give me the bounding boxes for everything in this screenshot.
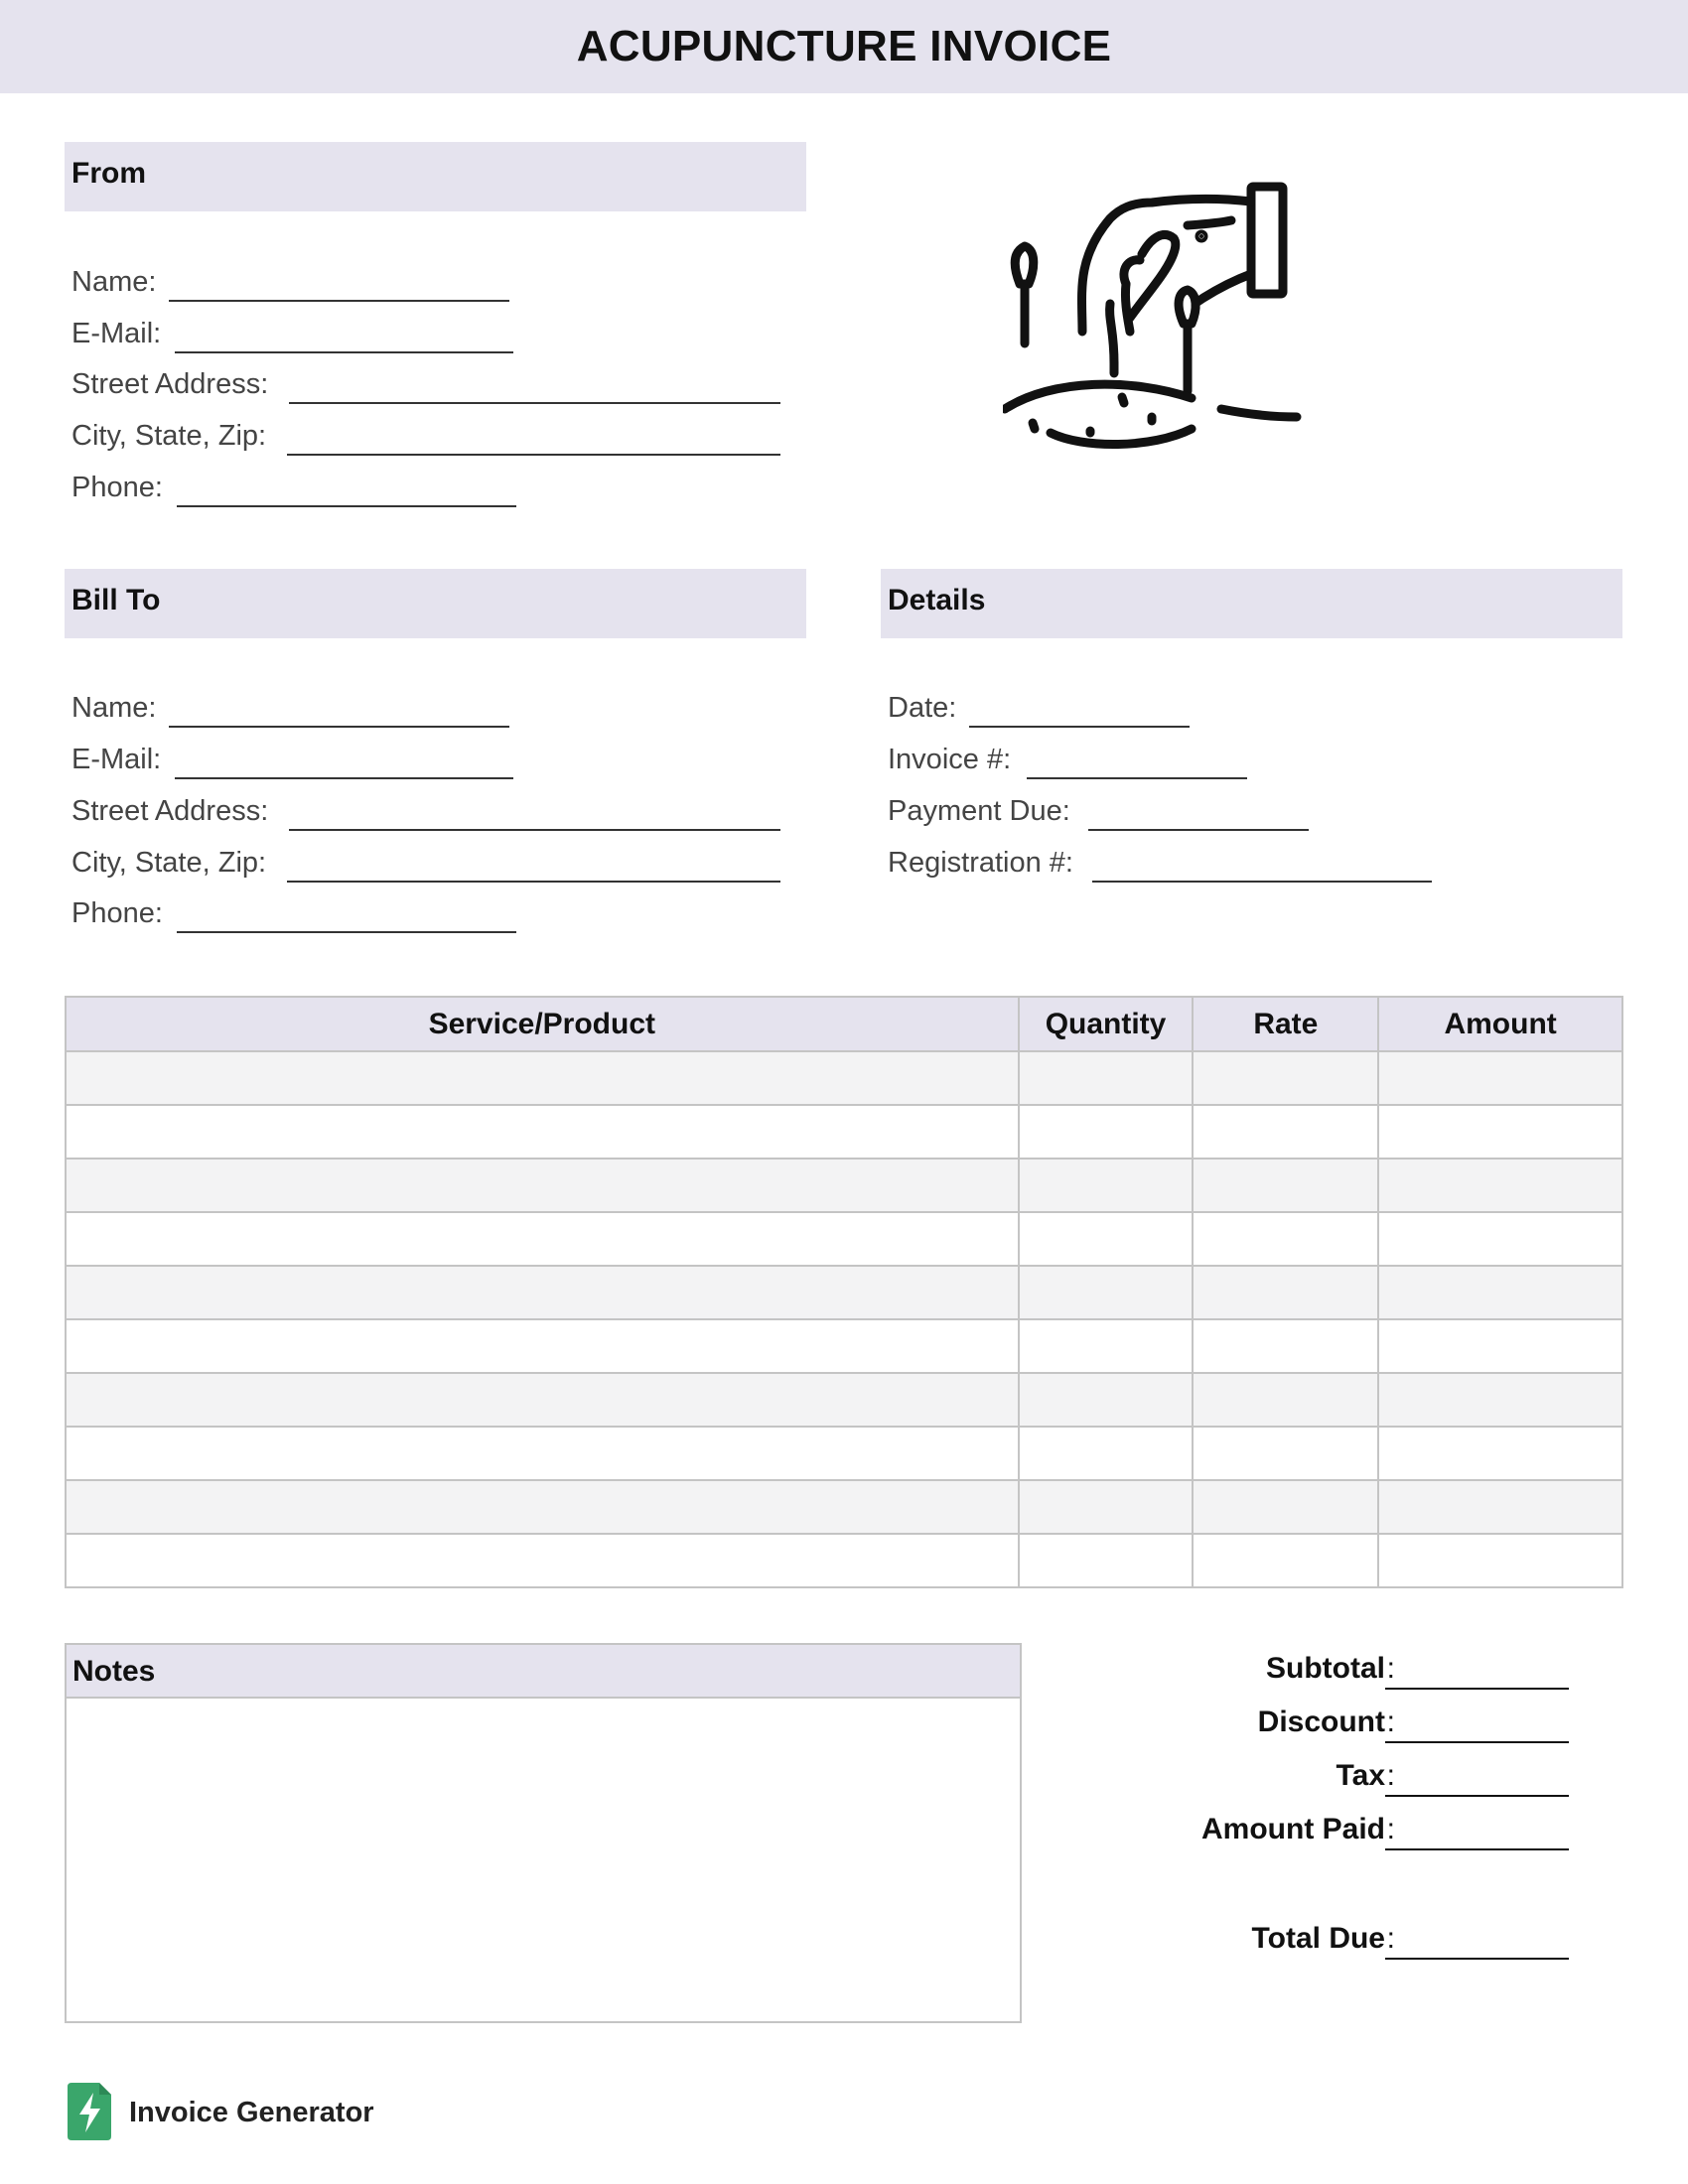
service-cell[interactable] xyxy=(66,1373,1019,1427)
quantity-cell[interactable] xyxy=(1019,1534,1194,1587)
payment-due-label: Payment Due: xyxy=(888,795,1070,827)
amount-cell[interactable] xyxy=(1378,1051,1622,1105)
from-city-field[interactable] xyxy=(71,420,786,460)
from-header xyxy=(65,142,806,211)
registration-number-field[interactable] xyxy=(888,847,1444,887)
from-city-label: City, State, Zip: xyxy=(71,420,267,452)
bill-email-label: E-Mail: xyxy=(71,744,162,775)
tax-label: Tax xyxy=(1336,1759,1385,1792)
total-due-label: Total Due xyxy=(1251,1922,1385,1955)
bill-phone-label: Phone: xyxy=(71,897,163,929)
table-row xyxy=(66,1373,1622,1427)
bill-city-line[interactable] xyxy=(287,881,780,883)
amount-paid-row[interactable] xyxy=(1092,1813,1569,1852)
notes-header xyxy=(67,1645,1020,1699)
total-due-colon: : xyxy=(1386,1922,1395,1955)
invoice-number-field[interactable] xyxy=(888,744,1265,783)
amount-cell[interactable] xyxy=(1378,1534,1622,1587)
discount-label: Discount xyxy=(1257,1706,1385,1738)
from-phone-label: Phone: xyxy=(71,472,163,503)
invoice-title: ACUPUNCTURE INVOICE xyxy=(576,22,1112,70)
rate-cell[interactable] xyxy=(1193,1266,1378,1319)
table-row xyxy=(66,1427,1622,1480)
acupuncture-hand-needles-icon xyxy=(1003,175,1321,453)
bill-email-field[interactable] xyxy=(71,744,518,783)
quantity-cell[interactable] xyxy=(1019,1105,1194,1159)
bill-name-field[interactable] xyxy=(71,692,518,732)
col-quantity: Quantity xyxy=(1019,997,1194,1051)
from-city-line[interactable] xyxy=(287,454,780,456)
amount-cell[interactable] xyxy=(1378,1480,1622,1534)
service-cell[interactable] xyxy=(66,1266,1019,1319)
from-phone-field[interactable] xyxy=(71,472,518,511)
notes-heading: Notes xyxy=(72,1655,156,1688)
quantity-cell[interactable] xyxy=(1019,1266,1194,1319)
brand-name: Invoice Generator xyxy=(129,2097,374,2128)
lightning-bolt-icon xyxy=(68,2083,111,2140)
amount-cell[interactable] xyxy=(1378,1159,1622,1212)
table-row xyxy=(66,1319,1622,1373)
details-heading: Details xyxy=(888,584,986,616)
quantity-cell[interactable] xyxy=(1019,1212,1194,1266)
notes-box xyxy=(65,1643,1022,2023)
bill-to-header xyxy=(65,569,806,638)
payment-due-field[interactable] xyxy=(888,795,1315,835)
rate-cell[interactable] xyxy=(1193,1480,1378,1534)
table-row xyxy=(66,1534,1622,1587)
registration-number-line[interactable] xyxy=(1092,881,1432,883)
title-bar xyxy=(0,0,1688,93)
bill-street-line[interactable] xyxy=(289,829,780,831)
items-header-row xyxy=(66,997,1622,1051)
quantity-cell[interactable] xyxy=(1019,1051,1194,1105)
payment-due-line[interactable] xyxy=(1088,829,1309,831)
service-cell[interactable] xyxy=(66,1534,1019,1587)
bill-name-label: Name: xyxy=(71,692,157,724)
bill-city-label: City, State, Zip: xyxy=(71,847,267,879)
bill-to-heading: Bill To xyxy=(71,584,161,616)
service-cell[interactable] xyxy=(66,1105,1019,1159)
amount-cell[interactable] xyxy=(1378,1319,1622,1373)
table-row xyxy=(66,1105,1622,1159)
invoice-number-line[interactable] xyxy=(1027,777,1247,779)
table-row xyxy=(66,1480,1622,1534)
tax-line[interactable] xyxy=(1385,1795,1569,1797)
quantity-cell[interactable] xyxy=(1019,1319,1194,1373)
quantity-cell[interactable] xyxy=(1019,1427,1194,1480)
total-due-line[interactable] xyxy=(1385,1958,1569,1960)
rate-cell[interactable] xyxy=(1193,1427,1378,1480)
brand-footer xyxy=(68,2083,465,2140)
bill-phone-line[interactable] xyxy=(177,931,516,933)
from-name-label: Name: xyxy=(71,266,157,298)
subtotal-row[interactable] xyxy=(1092,1652,1569,1692)
registration-number-label: Registration #: xyxy=(888,847,1073,879)
rate-cell[interactable] xyxy=(1193,1373,1378,1427)
from-email-label: E-Mail: xyxy=(71,318,162,349)
subtotal-colon: : xyxy=(1386,1652,1395,1685)
service-cell[interactable] xyxy=(66,1319,1019,1373)
rate-cell[interactable] xyxy=(1193,1212,1378,1266)
rate-cell[interactable] xyxy=(1193,1534,1378,1587)
subtotal-label: Subtotal xyxy=(1266,1652,1385,1685)
from-email-field[interactable] xyxy=(71,318,518,357)
date-field[interactable] xyxy=(888,692,1205,732)
from-heading: From xyxy=(71,157,146,190)
notes-textarea[interactable] xyxy=(67,1699,1020,2021)
service-cell[interactable] xyxy=(66,1480,1019,1534)
from-phone-line[interactable] xyxy=(177,505,516,507)
tax-row[interactable] xyxy=(1092,1759,1569,1799)
rate-cell[interactable] xyxy=(1193,1159,1378,1212)
from-name-field[interactable] xyxy=(71,266,518,306)
table-row xyxy=(66,1212,1622,1266)
amount-cell[interactable] xyxy=(1378,1427,1622,1480)
rate-cell[interactable] xyxy=(1193,1105,1378,1159)
quantity-cell[interactable] xyxy=(1019,1480,1194,1534)
col-rate: Rate xyxy=(1193,997,1378,1051)
discount-row[interactable] xyxy=(1092,1706,1569,1745)
from-street-line[interactable] xyxy=(289,402,780,404)
subtotal-line[interactable] xyxy=(1385,1688,1569,1690)
amount-paid-colon: : xyxy=(1386,1813,1395,1845)
bill-street-field[interactable] xyxy=(71,795,786,835)
bill-name-line[interactable] xyxy=(169,726,509,728)
from-street-label: Street Address: xyxy=(71,368,269,400)
service-cell[interactable] xyxy=(66,1427,1019,1480)
invoice-number-label: Invoice #: xyxy=(888,744,1012,775)
table-row xyxy=(66,1159,1622,1212)
discount-colon: : xyxy=(1386,1706,1395,1738)
date-line[interactable] xyxy=(969,726,1190,728)
quantity-cell[interactable] xyxy=(1019,1159,1194,1212)
quantity-cell[interactable] xyxy=(1019,1373,1194,1427)
amount-paid-line[interactable] xyxy=(1385,1848,1569,1850)
discount-line[interactable] xyxy=(1385,1741,1569,1743)
bill-city-field[interactable] xyxy=(71,847,786,887)
total-due-row[interactable] xyxy=(1092,1922,1569,1962)
amount-cell[interactable] xyxy=(1378,1373,1622,1427)
table-row xyxy=(66,1266,1622,1319)
date-label: Date: xyxy=(888,692,957,724)
bill-email-line[interactable] xyxy=(175,777,513,779)
details-header xyxy=(881,569,1622,638)
service-cell[interactable] xyxy=(66,1212,1019,1266)
service-cell[interactable] xyxy=(66,1051,1019,1105)
service-cell[interactable] xyxy=(66,1159,1019,1212)
rate-cell[interactable] xyxy=(1193,1319,1378,1373)
amount-cell[interactable] xyxy=(1378,1266,1622,1319)
items-table xyxy=(65,996,1623,1588)
amount-cell[interactable] xyxy=(1378,1105,1622,1159)
from-email-line[interactable] xyxy=(175,351,513,353)
from-street-field[interactable] xyxy=(71,368,786,408)
amount-cell[interactable] xyxy=(1378,1212,1622,1266)
rate-cell[interactable] xyxy=(1193,1051,1378,1105)
amount-paid-label: Amount Paid xyxy=(1201,1813,1385,1845)
from-name-line[interactable] xyxy=(169,300,509,302)
table-row xyxy=(66,1051,1622,1105)
bill-phone-field[interactable] xyxy=(71,897,518,937)
tax-colon: : xyxy=(1386,1759,1395,1792)
col-amount: Amount xyxy=(1378,997,1622,1051)
bill-street-label: Street Address: xyxy=(71,795,269,827)
col-service-product: Service/Product xyxy=(66,997,1019,1051)
